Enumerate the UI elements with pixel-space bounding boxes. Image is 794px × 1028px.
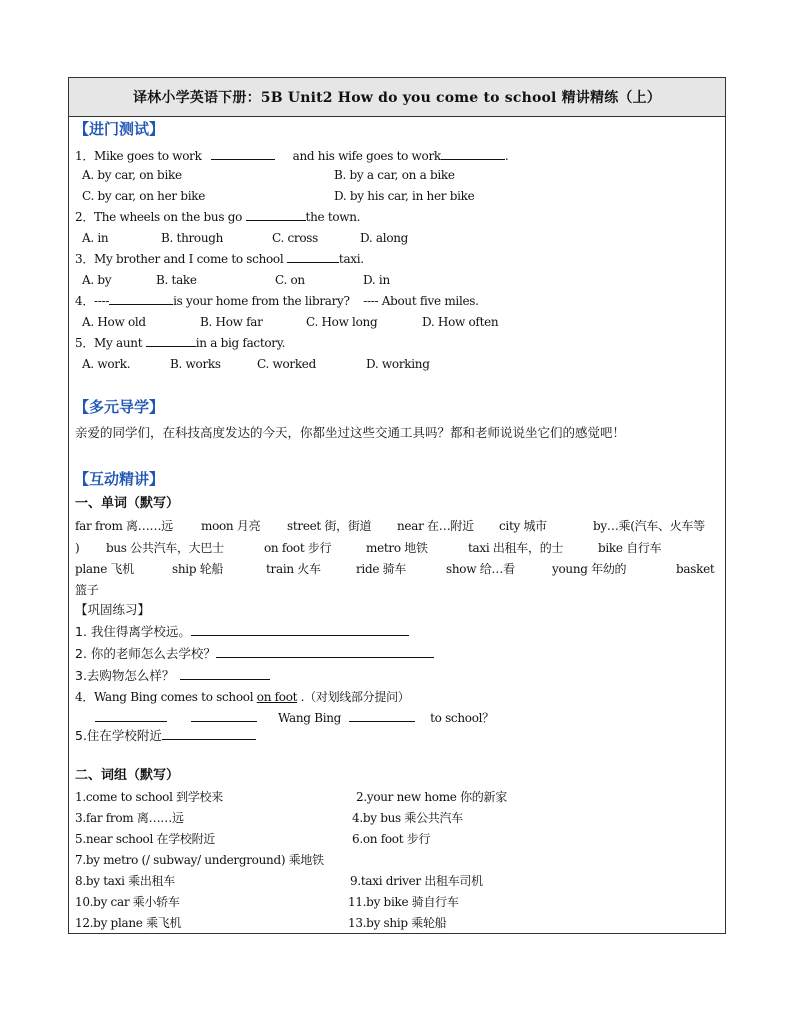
q2-end: the town.	[305, 210, 361, 224]
phrase-3: 3.far from 离……远	[75, 811, 184, 825]
question-3	[75, 250, 364, 267]
section-heading-guided-learning: 【多元导学】	[74, 398, 165, 416]
phrase-8: 8.by taxi 乘出租车	[75, 874, 175, 888]
word-bus: bus 公共汽车，大巴士	[106, 541, 224, 555]
q5-option-c: C. worked	[257, 357, 316, 371]
word-street: street 街，街道	[287, 519, 372, 533]
word-moon: moon 月亮	[201, 519, 261, 533]
question-4	[75, 292, 479, 309]
q3-option-b: B. take	[156, 273, 197, 287]
phrase-6: 6.on foot 步行	[352, 832, 431, 846]
q3-end: taxi.	[338, 252, 364, 266]
practice-3-blank	[180, 667, 270, 680]
word-ride: ride 骑车	[356, 562, 407, 576]
title-bar	[69, 78, 725, 117]
word-city: city 城市	[499, 519, 547, 533]
practice-4-blank-2	[191, 709, 257, 722]
q1-blank-2	[441, 147, 505, 160]
phrase-4: 4.by bus 乘公共汽车	[352, 811, 463, 825]
q1-mid-text: and his wife goes to work	[292, 149, 441, 163]
phrase-10: 10.by car 乘小轿车	[75, 895, 180, 909]
practice-3-text: 3.去购物怎么样？	[75, 668, 175, 683]
practice-title: 【巩固练习】	[75, 602, 151, 617]
phrase-13: 13.by ship 乘轮船	[348, 916, 447, 930]
practice-1-blank	[191, 623, 409, 636]
practice-4-blank-3	[349, 709, 415, 722]
word-on-foot: on foot 步行	[264, 541, 332, 555]
practice-4-blank-1	[95, 709, 167, 722]
practice-2-text: 2. 你的老师怎么去学校？	[75, 646, 216, 661]
q4-option-d: D. How often	[422, 315, 499, 329]
practice-1-text: 1. 我住得离学校远。	[75, 624, 191, 639]
phrase-11: 11.by bike 骑自行车	[348, 895, 459, 909]
practice-4	[75, 689, 410, 705]
q2-option-c: C. cross	[272, 231, 318, 245]
q5-end: in a big factory.	[195, 336, 286, 350]
practice-2	[75, 645, 434, 663]
word-basket: basket	[676, 562, 715, 576]
q1-option-a: A. by car, on bike	[82, 168, 182, 182]
q1-text: 1．Mike goes to work	[75, 149, 202, 163]
word-near: near 在…附近	[397, 519, 474, 533]
q3-option-c: C. on	[275, 273, 305, 287]
q4-option-b: B. How far	[200, 315, 263, 329]
practice-4-underlined: on foot	[256, 690, 298, 704]
phrase-1: 1.come to school 到学校来	[75, 790, 223, 804]
question-1	[75, 147, 508, 164]
phrase-9: 9.taxi driver 出租车司机	[350, 874, 483, 888]
q3-option-a: A. by	[82, 273, 112, 287]
q3-text: 3．My brother and I come to school	[75, 252, 284, 266]
word-by: by…乘(汽车、火车等	[593, 519, 705, 533]
word-bike: bike 自行车	[598, 541, 662, 555]
q4-mid-text: is your home from the library?	[173, 294, 350, 308]
word-basket-meaning: 篮子	[75, 583, 99, 597]
q2-text: 2．The wheels on the bus go	[75, 210, 243, 224]
q2-option-b: B. through	[161, 231, 224, 245]
q5-text: 5．My aunt	[75, 336, 143, 350]
q1-option-c: C. by car, on her bike	[82, 189, 206, 203]
q5-option-a: A. work.	[82, 357, 131, 371]
practice-3	[75, 667, 270, 685]
word-metro: metro 地铁	[366, 541, 428, 555]
q5-option-b: B. works	[170, 357, 221, 371]
q1-option-d: D. by his car, in her bike	[334, 189, 475, 203]
q4-blank	[109, 292, 173, 305]
q1-option-b: B. by a car, on a bike	[334, 168, 455, 182]
phrase-5: 5.near school 在学校附近	[75, 832, 215, 846]
word-far-from: far from 离……远	[75, 519, 173, 533]
q5-blank	[146, 334, 196, 347]
q1-end: .	[504, 149, 509, 163]
word-train: train 火车	[266, 562, 321, 576]
practice-4-instruction: .（对划线部分提问）	[297, 690, 410, 704]
words-title: 一、单词（默写）	[75, 496, 180, 511]
practice-4-end: to school？	[430, 711, 494, 725]
phrase-2: 2.your new home 你的新家	[356, 790, 507, 804]
word-ship: ship 轮船	[172, 562, 224, 576]
question-2	[75, 208, 360, 225]
section-heading-entry-test: 【进门测试】	[74, 120, 165, 138]
q5-option-d: D. working	[366, 357, 430, 371]
practice-2-blank	[216, 645, 434, 658]
page-title: 译林小学英语下册：5B Unit2 How do you come to school 精讲精练（上）	[132, 90, 662, 106]
practice-4-answer-line	[75, 709, 494, 726]
practice-5-blank	[162, 727, 256, 740]
question-5	[75, 334, 285, 351]
q3-blank	[287, 250, 339, 263]
q4-option-a: A. How old	[82, 315, 146, 329]
practice-4-text: 4．Wang Bing comes to school	[75, 690, 257, 704]
word-show: show 给…看	[446, 562, 515, 576]
q2-blank	[246, 208, 306, 221]
word-plane: plane 飞机	[75, 562, 134, 576]
q2-option-a: A. in	[82, 231, 109, 245]
section-heading-interactive-lecture: 【互动精讲】	[74, 470, 165, 488]
practice-5	[75, 727, 256, 745]
phrase-12: 12.by plane 乘飞机	[75, 916, 182, 930]
guided-learning-text: 亲爱的同学们，在科技高度发达的今天，你都坐过这些交通工具吗？都和老师说说坐它们的感觉吧！	[75, 425, 626, 440]
word-by-close: )	[75, 541, 80, 555]
q4-text: 4．----	[75, 294, 110, 308]
phrase-7: 7.by metro (/ subway/ underground) 乘地铁	[75, 853, 324, 867]
word-young: young 年幼的	[552, 562, 627, 576]
q4-option-c: C. How long	[306, 315, 378, 329]
q1-blank-1	[211, 147, 275, 160]
q4-answer-text: ---- About five miles.	[363, 294, 479, 308]
word-taxi: taxi 出租车，的士	[468, 541, 564, 555]
practice-1	[75, 623, 409, 641]
practice-4-subject: Wang Bing	[278, 711, 342, 725]
practice-5-text: 5.住在学校附近	[75, 728, 162, 743]
phrases-title: 二、词组（默写）	[75, 768, 180, 783]
q2-option-d: D. along	[360, 231, 409, 245]
q3-option-d: D. in	[363, 273, 390, 287]
